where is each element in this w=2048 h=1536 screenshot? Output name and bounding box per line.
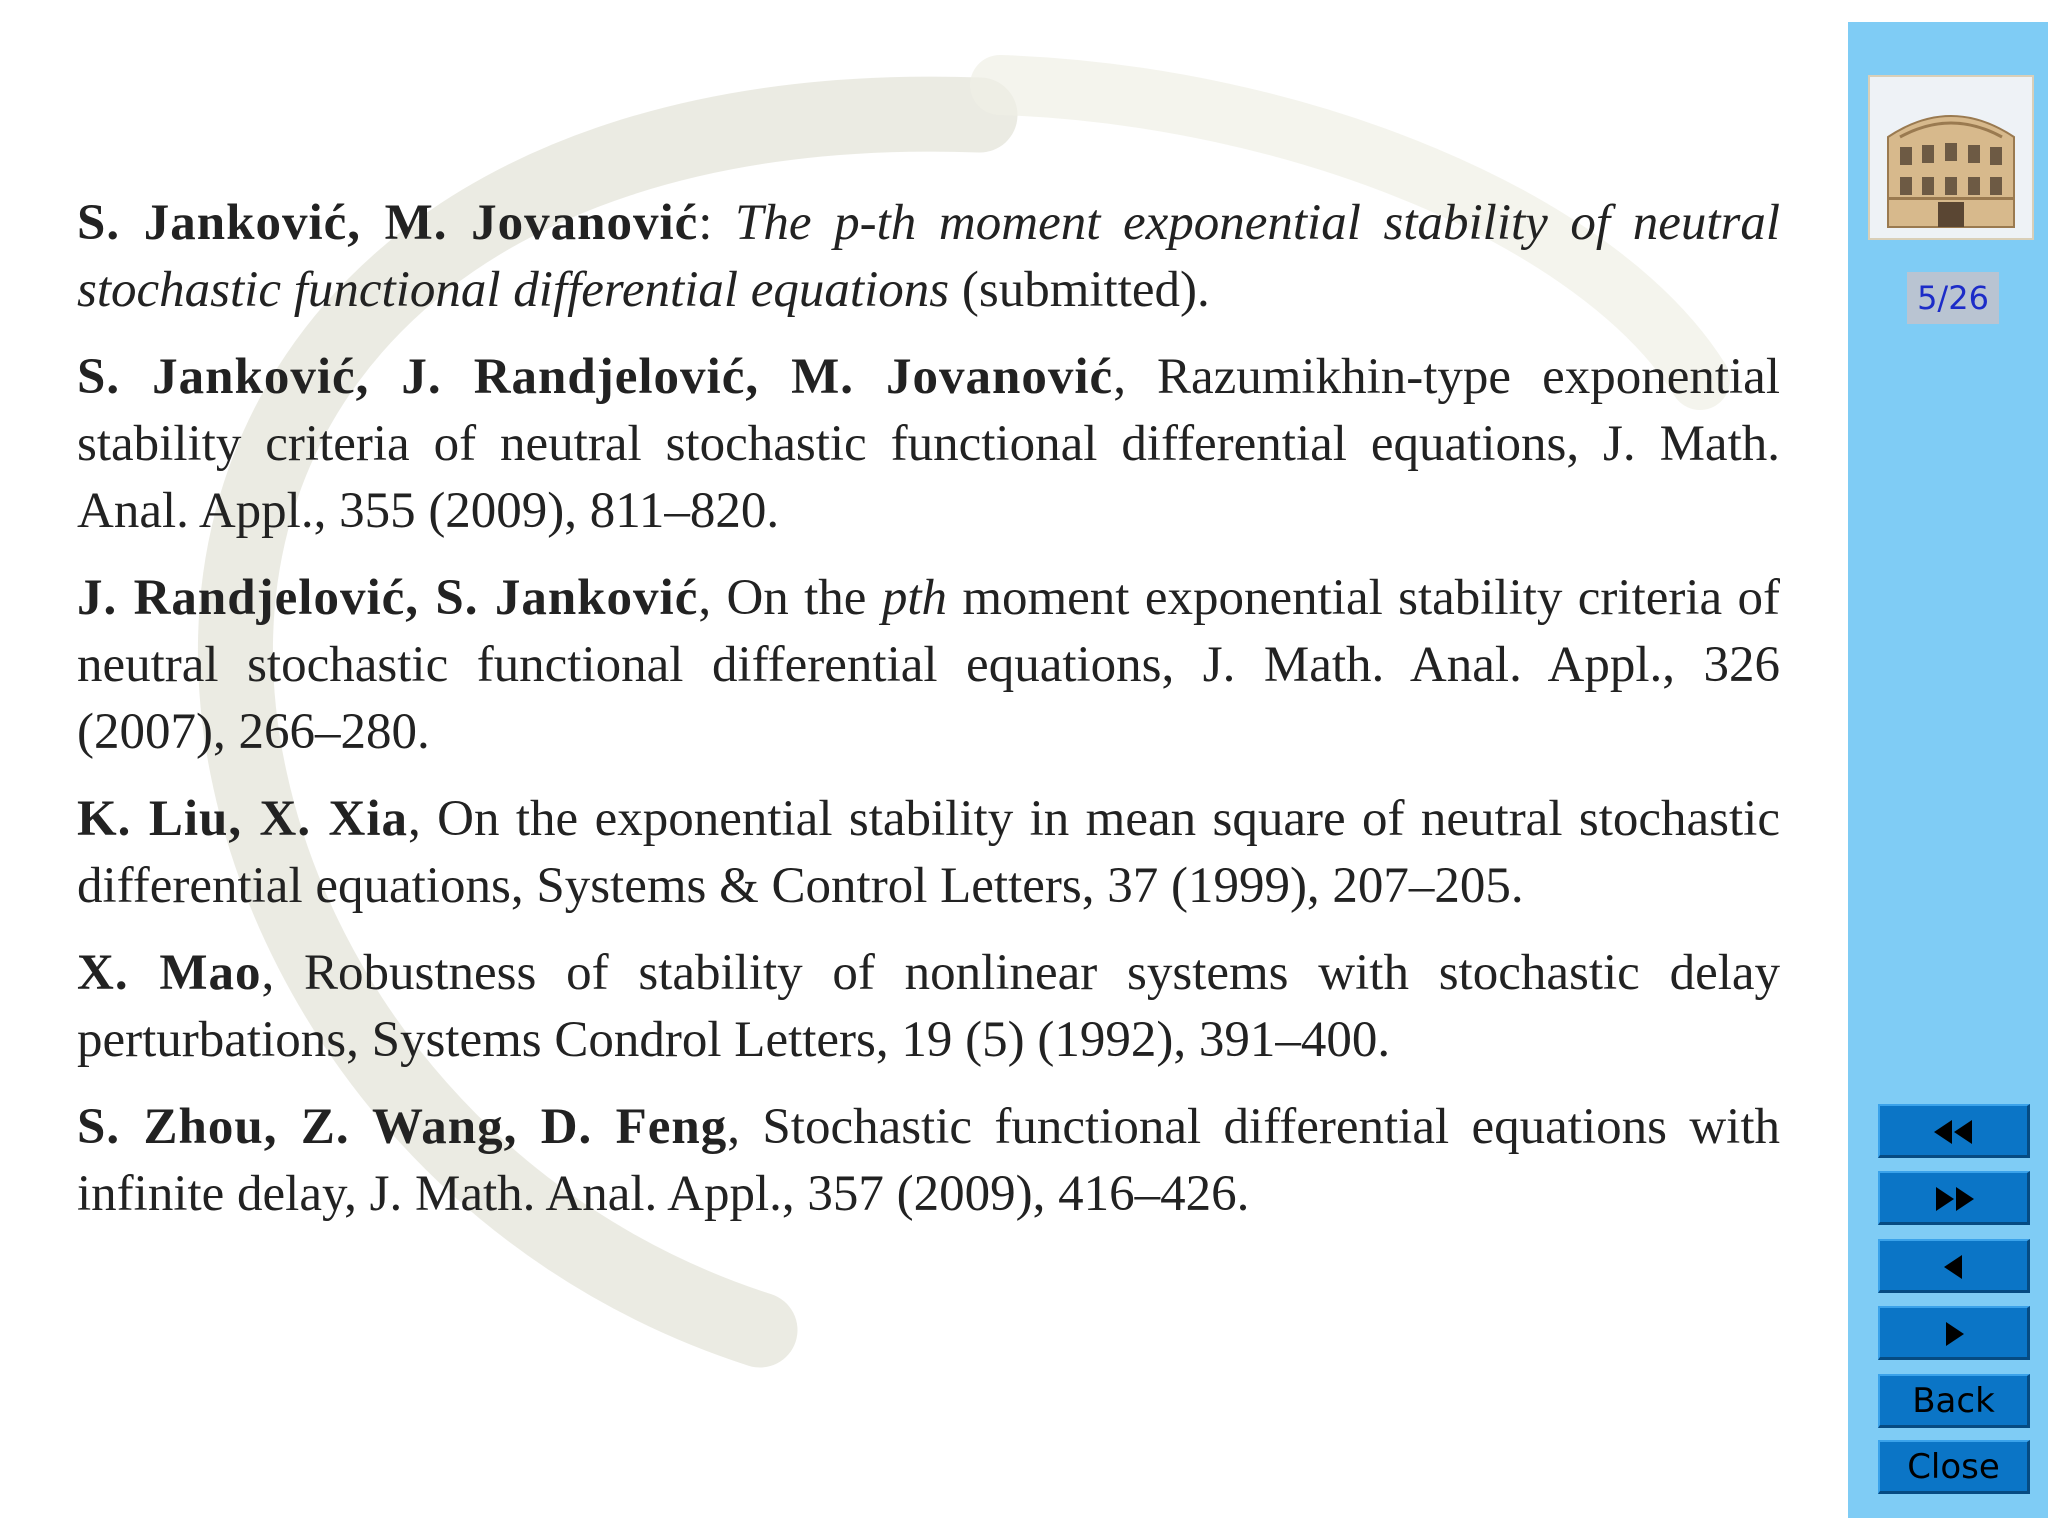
reference-item — [77, 190, 1780, 324]
reference-separator: , On the — [698, 570, 882, 626]
reference-item — [77, 565, 1780, 766]
reference-details: (submitted). — [949, 262, 1210, 318]
university-building-icon — [1868, 75, 2034, 240]
next-page-button[interactable] — [1878, 1306, 2030, 1360]
reference-authors: J. Randjelović, S. Janković — [77, 570, 699, 626]
reference-item — [77, 1094, 1780, 1228]
right-arrow-icon — [1928, 1320, 1980, 1348]
reference-item — [77, 344, 1780, 545]
reference-separator: : — [698, 195, 736, 251]
reference-title: The p-th moment exponential stability of neutral stochastic functional differential equations — [77, 195, 1781, 318]
reference-details: , Razumikhin-type exponential stability criteria of neutral stochastic functional differential equations, J. Math. Anal. Appl., 355 (2009), 811–820. — [77, 349, 1780, 539]
reference-list — [77, 190, 1780, 1248]
university-building-icon-graphic — [1870, 77, 2032, 238]
first-page-button[interactable] — [1878, 1104, 2030, 1158]
reference-authors: S. Zhou, Z. Wang, D. Feng — [77, 1099, 728, 1155]
previous-page-button[interactable] — [1878, 1239, 2030, 1293]
reference-details: , Stochastic functional differential equations with infinite delay, J. Math. Anal. Appl., 357 (2009), 416–426. — [77, 1099, 1780, 1222]
double-left-arrow-icon — [1928, 1118, 1980, 1146]
reference-math-term: pth — [881, 570, 947, 626]
reference-authors: S. Janković, J. Randjelović, M. Jovanović — [77, 349, 1114, 405]
close-button[interactable]: Close — [1878, 1440, 2030, 1494]
navigation-sidebar — [1848, 22, 2048, 1518]
double-right-arrow-icon — [1928, 1185, 1980, 1213]
last-page-button[interactable] — [1878, 1171, 2030, 1225]
reference-authors: X. Mao — [77, 945, 262, 1001]
reference-details: , On the exponential stability in mean square of neutral stochastic differential equations, Systems & Control Letters, 37 (1999), 207–205. — [77, 791, 1780, 914]
reference-details: , Robustness of stability of nonlinear systems with stochastic delay perturbations, Systems Condrol Letters, 19 (5) (1992), 391–400. — [77, 945, 1781, 1068]
page-indicator: 5/26 — [1907, 272, 1999, 324]
reference-authors: K. Liu, X. Xia — [77, 791, 408, 847]
left-arrow-icon — [1928, 1253, 1980, 1281]
back-button[interactable]: Back — [1878, 1374, 2030, 1428]
reference-item — [77, 786, 1780, 920]
reference-item — [77, 940, 1780, 1074]
reference-authors: S. Janković, M. Jovanović — [77, 195, 699, 251]
reference-details: moment exponential stability criteria of neutral stochastic functional differential equations, J. Math. Anal. Appl., 326 (2007), 266–280. — [77, 570, 1780, 760]
